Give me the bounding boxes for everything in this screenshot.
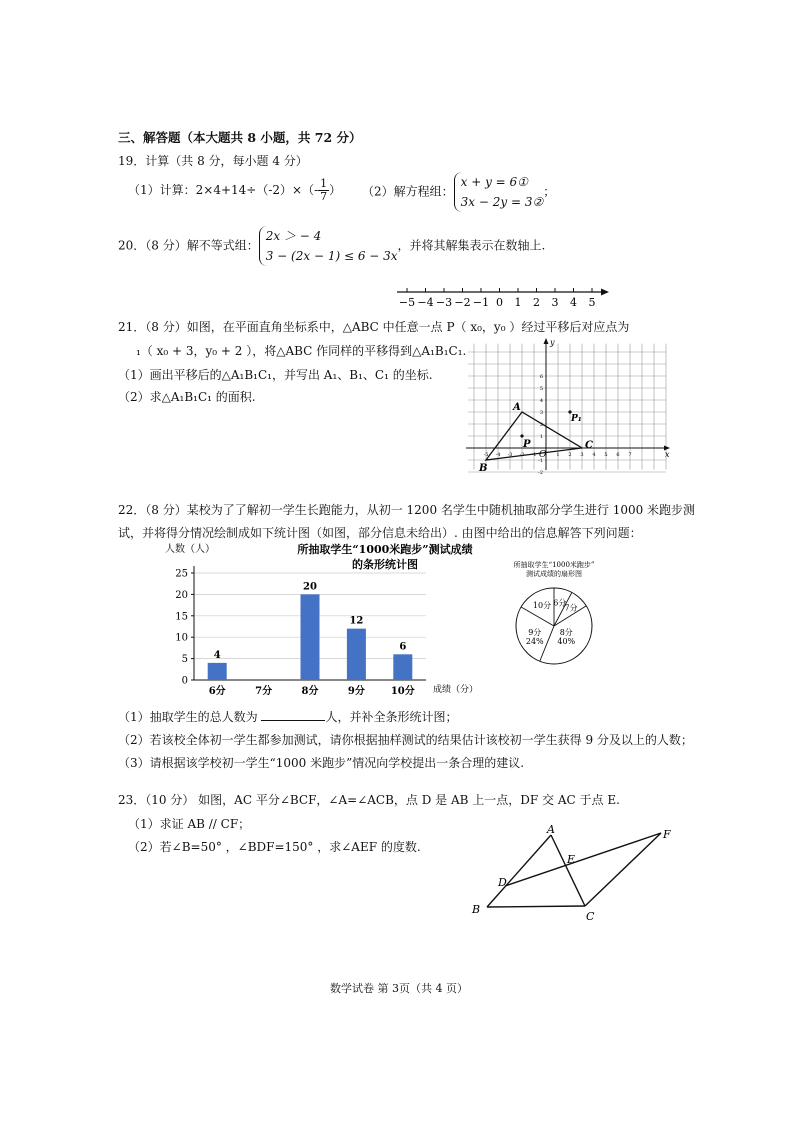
bar-category-label: 10分 (390, 686, 415, 697)
label-c: C (586, 910, 595, 922)
q22-sub1-suffix: 人，并补全条形统计图； (325, 710, 458, 724)
q22-sub2: （2）若该校全体初一学生都参加测试，请你根据抽样测试的结果估计该校初一学生获得 9 分及以上的人数； (118, 733, 693, 747)
bar-data-label: 20 (303, 581, 317, 593)
q20 (118, 226, 545, 266)
pie-slice-label-line: 6分 (553, 598, 567, 608)
fraction-numerator: 1 (320, 177, 328, 190)
grid-tick-label: 7 (628, 452, 632, 458)
number-line-tick-label: −4 (417, 296, 434, 309)
grid-tick-label: 3 (539, 410, 543, 416)
grid-tick-label: 5 (604, 452, 608, 458)
pie-slice-label (533, 600, 551, 610)
grid-tick-label: 5 (539, 386, 543, 392)
label-b: B (472, 903, 481, 916)
bar (301, 594, 320, 680)
grid-tick-label: 1 (539, 434, 543, 440)
grid-tick-label: 1 (556, 452, 560, 458)
bar-data-label: 12 (349, 615, 364, 627)
vertex-a-label: A (513, 402, 521, 413)
q22-line2: 试，并将得分情况绘制成如下统计图（如图，部分信息未给出）. 由图中给出的信息解答下列问题： (118, 526, 642, 540)
bar-chart-y-tick-label: 20 (175, 589, 188, 601)
q21-sub1: （1）画出平移后的△A₁B₁C₁，并写出 A₁、B₁、C₁ 的坐标. (118, 368, 433, 382)
q21-sub2: （2）求△A₁B₁C₁ 的面积. (118, 390, 256, 404)
coordinate-grid (462, 336, 676, 476)
q19-heading: 19．计算（共 8 分，每小题 4 分） (118, 154, 308, 168)
q23-sub2: （2）若∠B=50° ，∠BDF=150° ，求∠AEF 的度数. (128, 840, 421, 854)
inequality-system (259, 226, 398, 266)
q20-suffix: ，并将其解集表示在数轴上. (397, 238, 546, 253)
bar-chart-y-tick-label: 15 (175, 611, 188, 623)
bar-chart-y-tick-label: 10 (175, 632, 188, 644)
point-p (520, 434, 523, 437)
pie-slice-label-line: 40% (557, 636, 576, 646)
q21-line2: ₁（ x₀ + 3，y₀ + 2 ），将△ABC 作同样的平移得到△A₁B₁C₁. (136, 344, 467, 358)
q23-line1: 23．（10 分） 如图，AC 平分∠BCF，∠A=∠ACB，点 D 是 AB 上一点，DF 交 AC 于点 E. (118, 793, 620, 807)
number-line-tick-label: 3 (551, 296, 559, 309)
q19-part1-text: （1）计算：2×4+14÷（-2）×（- (128, 183, 319, 197)
fraction (318, 178, 329, 203)
bar-category-label: 7分 (255, 686, 273, 697)
q19-part1 (128, 178, 341, 203)
pie-slice-label-line: 8分 (559, 627, 573, 637)
inequality-1: 2x ＞ − 4 (265, 229, 322, 243)
q19-part2-end: ； (543, 184, 556, 199)
pie-slice-label-line: 7分 (564, 603, 578, 613)
bar-chart-title: 所抽取学生“1000米跑步”测试成绩 (297, 543, 473, 556)
q22-sub3: （3）请根据该学校初一学生“1000 米跑步”情况向学校提出一条合理的建议. (118, 756, 525, 770)
equation-2: 3x − 2y = 3② (460, 195, 544, 209)
segment-ac (551, 835, 585, 906)
bar-chart-subtitle: 的条形统计图 (352, 558, 418, 571)
number-line-tick-label: 1 (514, 296, 522, 309)
number-line-tick-label: −1 (472, 296, 490, 309)
segment-bc (487, 906, 585, 907)
grid-tick-label: -2 (538, 470, 543, 476)
segment-cf (585, 833, 661, 906)
bar-data-label: 4 (213, 649, 221, 661)
q22-sub1-prefix: （1）抽取学生的总人数为 (118, 710, 258, 724)
pie-chart-subtitle: 测试成绩的扇形图 (526, 570, 582, 578)
grid-tick-label: 2 (568, 452, 572, 458)
bar-category-label: 8分 (301, 686, 319, 697)
number-line-tick-label: −3 (435, 296, 453, 309)
grid-tick-label: 4 (539, 398, 543, 404)
pie-slice-label-line: 24% (525, 637, 544, 647)
point-p1-label: P₁ (571, 414, 582, 424)
grid-tick-label: -1 (531, 452, 537, 458)
grid-tick-label: 6 (616, 452, 620, 458)
bar (393, 654, 412, 680)
vertex-b-label: B (479, 463, 488, 474)
bar (347, 629, 366, 680)
label-a: A (547, 823, 555, 836)
y-axis-label: y (550, 338, 555, 347)
pie-chart (500, 558, 610, 668)
grid-tick-label: -3 (507, 452, 513, 458)
bar-chart-xlabel: 成绩（分） (433, 685, 479, 695)
label-f: F (663, 828, 671, 841)
label-d: D (498, 876, 507, 889)
bar-category-label: 9分 (347, 686, 365, 697)
origin-label: O (539, 450, 547, 460)
bar-chart-y-tick-label: 25 (175, 568, 188, 580)
inequality-2: 3 − (2x − 1) ≤ 6 − 3x (265, 249, 398, 263)
q19-part2 (362, 172, 555, 212)
x-axis-label: x (665, 450, 670, 459)
grid-tick-label: -4 (495, 452, 501, 458)
q22-line1: 22．（8 分）某校为了了解初一学生长跑能力，从初一 1200 名学生中随机抽取部分学生进行 1000 米跑步测 (118, 503, 696, 517)
bar-chart-y-tick-label: 5 (181, 654, 188, 666)
number-line-tick-label: 4 (570, 296, 577, 309)
bar-chart-ylabel: 人数（人） (165, 544, 215, 555)
grid-tick-label: -5 (483, 452, 489, 458)
bar-chart (155, 538, 485, 700)
section-title: 三、解答题（本大题共 8 小题，共 72 分） (118, 130, 362, 145)
bar (208, 663, 227, 680)
bar-category-label: 6分 (208, 686, 226, 697)
pie-slice-label-line: 9分 (528, 628, 542, 638)
q19-part2-text: （2）解方程组： (362, 184, 454, 199)
number-line-tick-label: 5 (588, 296, 596, 309)
geometry-figure (465, 822, 685, 922)
q19-part1-close: ） (329, 183, 342, 197)
number-line-tick-label: 0 (496, 296, 503, 309)
page-footer: 数学试卷 第 3页（共 4 页） (330, 982, 468, 995)
label-e: E (567, 853, 576, 866)
grid-tick-label: -1 (538, 458, 543, 464)
grid-tick-label: 2 (539, 422, 543, 428)
number-line-tick-label: −2 (454, 296, 471, 309)
grid-tick-label: 4 (592, 452, 596, 458)
segment-ab (487, 835, 551, 907)
answer-blank[interactable] (261, 720, 325, 721)
number-line-tick-label: −5 (398, 296, 416, 309)
q21-line1: 21．（8 分）如图，在平面直角坐标系中，△ABC 中任意一点 P（ x₀，y₀ ）经过平移后对应点为 (118, 320, 630, 334)
q23-sub1: （1）求证 AB // CF； (128, 817, 251, 831)
point-p-label: P (523, 439, 531, 450)
pie-slice-label (565, 603, 578, 613)
bar-data-label: 6 (399, 641, 407, 653)
equation-1: x + y = 6① (460, 175, 528, 189)
vertex-c-label: C (585, 440, 593, 451)
number-line-tick-label: 2 (533, 296, 540, 309)
bar-chart-y-tick-label: 0 (181, 675, 188, 687)
equation-system (454, 172, 544, 212)
q22-sub1 (118, 708, 457, 725)
grid-tick-label: 6 (539, 374, 543, 380)
grid-tick-label: -2 (519, 452, 525, 458)
fraction-denominator: 7 (320, 190, 328, 203)
pie-chart-title: 所抽取学生“1000米跑步” (513, 561, 595, 569)
q20-prefix: 20．（8 分）解不等式组： (118, 238, 259, 253)
grid-tick-label: 3 (580, 452, 584, 458)
number-line (395, 280, 615, 310)
pie-slice-label-line: 10分 (532, 601, 552, 611)
